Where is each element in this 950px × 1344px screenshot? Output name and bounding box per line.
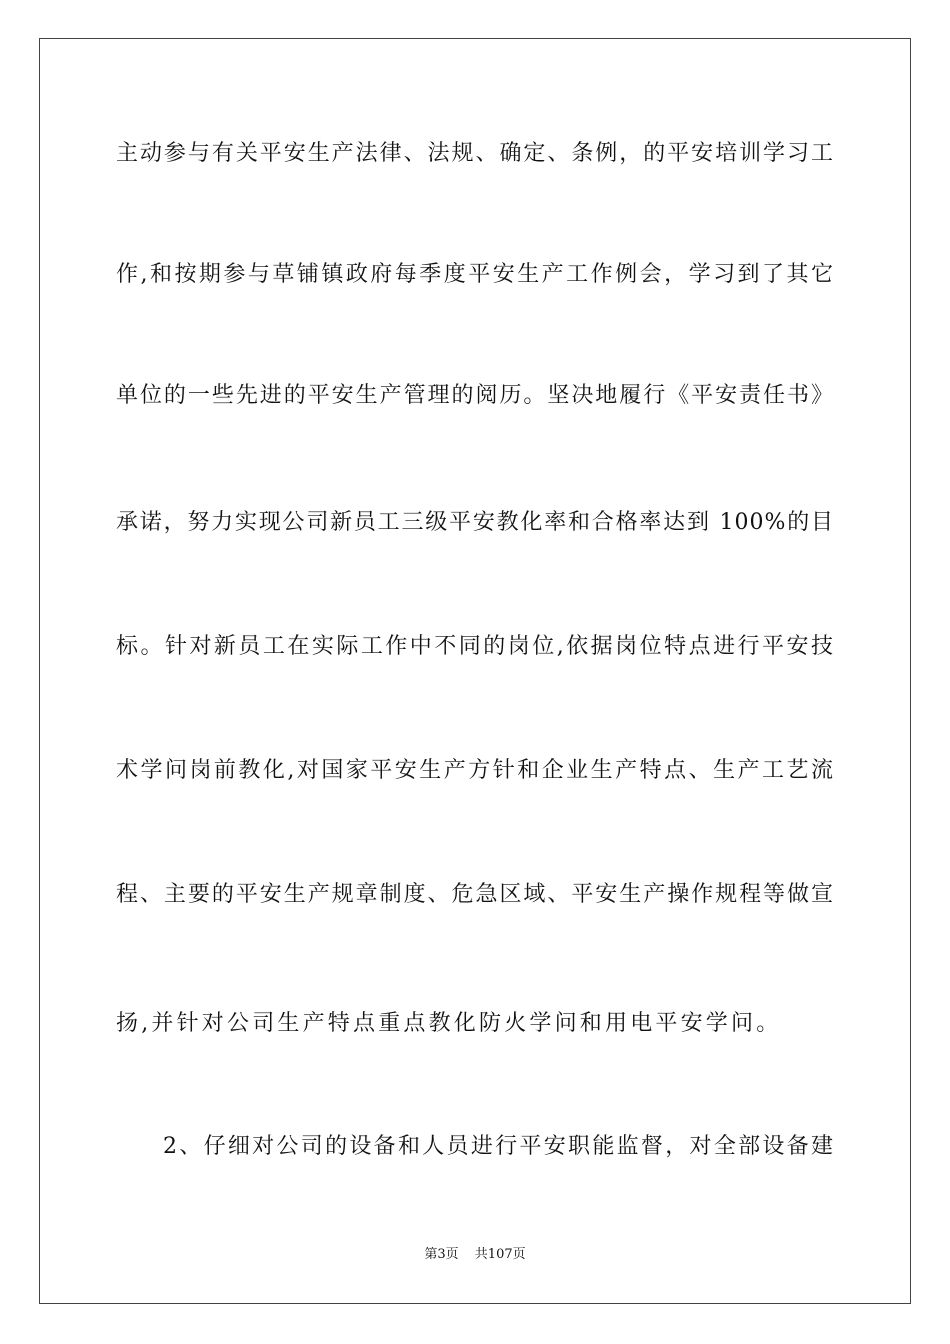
paragraph-line-7: 程、主要的平安生产规章制度、危急区域、平安生产操作规程等做宣 [116,882,834,907]
paragraph-line-5: 标。针对新员工在实际工作中不同的岗位,依据岗位特点进行平安技 [116,634,834,659]
paragraph-line-8: 扬,并针对公司生产特点重点教化防火学问和用电平安学问。 [116,1011,782,1036]
paragraph-line-3: 单位的一些先进的平安生产管理的阅历。坚决地履行《平安责任书》 [116,383,834,408]
paragraph-line-2: 作,和按期参与草铺镇政府每季度平安生产工作例会，学习到了其它 [116,262,834,287]
page-total: 共107页 [474,1247,526,1262]
paragraph-line-1: 主动参与有关平安生产法律、法规、确定、条例，的平安培训学习工 [116,141,834,166]
paragraph-line-4: 承诺，努力实现公司新员工三级平安教化率和合格率达到 100%的目 [116,510,834,535]
page-number: 第3页 [424,1247,459,1262]
paragraph-line-9: 2、仔细对公司的设备和人员进行平安职能监督，对全部设备建 [163,1134,834,1159]
page-border [39,38,911,1304]
paragraph-line-6: 术学问岗前教化,对国家平安生产方针和企业生产特点、生产工艺流 [116,758,834,783]
page-footer [0,1246,950,1264]
